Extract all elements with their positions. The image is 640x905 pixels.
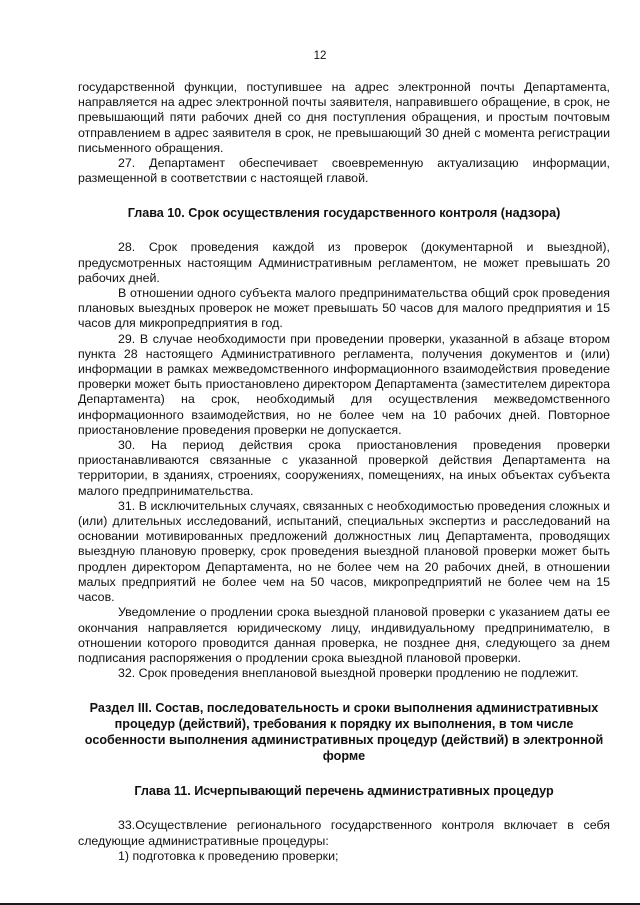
paragraph-32: 32. Срок проведения внеплановой выездной проверки продлению не подлежит. <box>118 666 579 681</box>
paragraph-28-small-business: В отношении одного субъекта малого предпринимательства общий срок проведения плановых выездных проверок не может превышать 50 часов для малого предприятия и 15 часов для микропредприятия в год. <box>78 286 610 331</box>
page-number: 12 <box>313 50 327 62</box>
paragraph-33: 33.Осуществление регионального государственного контроля включает в себя следующие административные процедуры: <box>78 818 610 848</box>
section-3-heading: Раздел III. Состав, последовательность и сроки выполнения административных процедур (действий), требования к порядку их выполнения, в том числе особенности выполнения административных процедур (действий) в электронной форме <box>84 701 604 764</box>
chapter-10-heading: Глава 10. Срок осуществления государственного контроля (надзора) <box>127 206 561 221</box>
paragraph-27: 27. Департамент обеспечивает своевременную актуализацию информации, размещенной в соответствии с настоящей главой. <box>78 156 610 186</box>
document-body <box>78 80 610 864</box>
list-item-1: 1) подготовка к проведению проверки; <box>118 848 339 863</box>
paragraph-continuation: государственной функции, поступившее на адрес электронной почты Департамента, направляется на адрес электронной почты заявителя, направившего обращение, в срок, не превышающий пяти рабочих дней со дня поступления обращения, и простым почтовым отправлением в адрес заявителя в срок, не превышающий 30 дней с момента регистрации письменного обращения. <box>78 80 610 155</box>
paragraph-28: 28. Срок проведения каждой из проверок (документарной и выездной), предусмотренных настоящим Административным регламентом, не может превышать 20 рабочих дней. <box>78 240 610 285</box>
paragraph-31-notification: Уведомление о продлении срока выездной плановой проверки с указанием даты ее окончания направляется юридическому лицу, индивидуальному предпринимателю, в отношении которого проводится данная проверка, не позднее дня, следующего за днем подписания распоряжения о продлении срока выездной плановой проверки. <box>78 605 610 665</box>
chapter-11-heading: Глава 11. Исчерпывающий перечень административных процедур <box>134 784 554 799</box>
paragraph-30: 30. На период действия срока приостановления проведения проверки приостанавливаются связанные с указанной проверкой действия Департамента на территории, в зданиях, строениях, сооружениях, помещениях, на иных объектах субъекта малого предпринимательства. <box>78 438 610 498</box>
paragraph-31: 31. В исключительных случаях, связанных с необходимостью проведения сложных и (или) длительных исследований, испытаний, специальных экспертиз и расследований на основании мотивированных предложений должностных лиц Департамента, проводящих выездную плановую проверку, срок проведения выездной плановой проверки может быть продлен директором Департамента, но не более чем на 20 рабочих дней, в отношении малых предприятий не более чем на 50 часов, микропредприятий не более чем на 15 часов. <box>78 498 610 605</box>
paragraph-29: 29. В случае необходимости при проведении проверки, указанной в абзаце втором пункта 28 настоящего Административного регламента, получения документов и (или) информации в рамках межведомственного информационного взаимодействия проведение проверки может быть приостановлено директором Департамента (заместителем директора Департамента) на срок, необходимый для осуществления межведомственного информационного взаимодействия, но не более чем на 10 рабочих дней. Повторное приостановление проведения проверки не допускается. <box>78 331 610 437</box>
